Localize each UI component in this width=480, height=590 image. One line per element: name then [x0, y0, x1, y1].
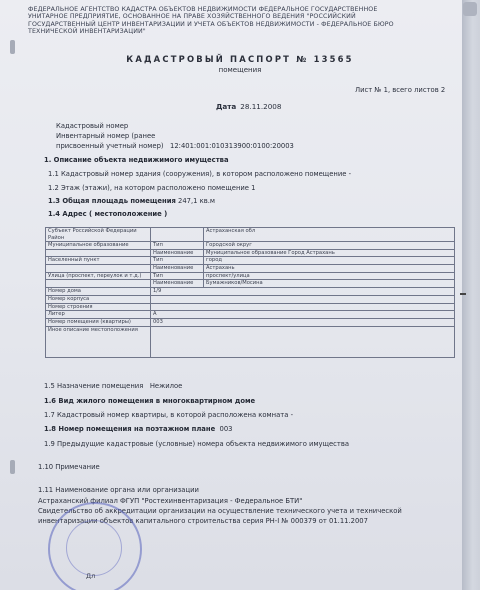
header-line: ТЕХНИЧЕСКОЙ ИНВЕНТАРИЗАЦИИ" [28, 28, 146, 36]
house-label: Номер дома [46, 288, 151, 296]
street-type: проспект/улица [204, 272, 455, 280]
date-value: 28.11.2008 [240, 102, 282, 111]
item-1-9: 1.9 Предыдущие кадастровые (условные) номера объекта недвижимого имущества [44, 440, 350, 448]
table-row [46, 228, 455, 242]
inventory-value: 12:401:001:010313900:0100:20003 [170, 142, 294, 150]
name-label: Наименование [151, 265, 204, 273]
table-cell [46, 265, 151, 273]
table-row [46, 242, 455, 250]
municipal-type: Городской округ [204, 242, 455, 250]
table-cell [46, 280, 151, 288]
item-1-7: 1.7 Кадастровый номер квартиры, в которой расположена комната - [44, 411, 294, 419]
address-table [45, 227, 455, 358]
item-1-5-value: Нежилое [149, 382, 183, 390]
sheet-info: Лист № 1, всего листов 2 [355, 86, 446, 94]
document-date [216, 102, 281, 111]
section-1-heading: 1. Описание объекта недвижимого имущества [44, 156, 229, 164]
type-label: Тип [151, 242, 204, 250]
inventory-label: Инвентарный номер (ранее [56, 132, 156, 140]
table-row [46, 318, 455, 326]
table-cell [151, 295, 455, 303]
item-1-5-label: 1.5 Назначение помещения [44, 382, 144, 390]
header-line: УНИТАРНОЕ ПРЕДПРИЯТИЕ, ОСНОВАННОЕ НА ПРАВЕ ХОЗЯЙСТВЕННОГО ВЕДЕНИЯ "РОССИЙСКИЙ [28, 13, 356, 21]
accreditation-line-2: инвентаризации объектов капитального строительства серия РН-I № 000379 от 01.11.2007 [38, 517, 368, 525]
page-corner [463, 2, 477, 16]
document-subtitle: помещения [218, 66, 262, 74]
item-1-8 [44, 425, 233, 433]
accreditation-line-1: Свидетельство об аккредитации организации на осуществление технического учета и технической [38, 507, 402, 515]
item-1-11: 1.11 Наименование органа или организации [38, 486, 199, 494]
item-1-4: 1.4 Адрес ( местоположение ) [48, 210, 168, 218]
header-line: ФЕДЕРАЛЬНОЕ АГЕНТСТВО КАДАСТРА ОБЪЕКТОВ НЕДВИЖИМОСТИ ФЕДЕРАЛЬНОЕ ГОСУДАРСТВЕННОЕ [28, 6, 378, 13]
signature-label: Дл [86, 572, 96, 580]
letter-value: А [151, 311, 455, 319]
document-title: КАДАСТРОВЫЙ ПАСПОРТ № 13565 [126, 54, 354, 64]
item-1-2: 1.2 Этаж (этажи), на котором расположено помещение 1 [48, 184, 256, 192]
adjacent-page-edge [462, 0, 480, 590]
room-value: 003 [151, 318, 455, 326]
table-cell [151, 228, 204, 242]
item-1-3-label: 1.3 Общая площадь помещения [48, 197, 176, 205]
settlement-name: Астрахань [204, 265, 455, 273]
organization-name: Астраханский филиал ФГУП "Ростехинвентаризация - Федеральное БТИ" [38, 497, 303, 505]
table-cell [151, 303, 455, 311]
table-row [46, 257, 455, 265]
document-header [28, 6, 448, 36]
table-cell [151, 326, 455, 357]
street-label: Улица (проспект, переулок и т.д.) [46, 272, 151, 280]
punch-hole [10, 460, 15, 474]
table-row [46, 280, 455, 288]
other-location-label: Иное описание местоположения [46, 326, 151, 357]
settlement-label: Населенный пункт [46, 257, 151, 265]
item-1-10: 1.10 Примечание [38, 463, 100, 471]
table-cell [46, 249, 151, 257]
region-label: Район [48, 234, 65, 241]
house-value: 1/9 [151, 288, 455, 296]
table-cell [46, 228, 151, 242]
header-line: ГОСУДАРСТВЕННЫЙ ЦЕНТР ИНВЕНТАРИЗАЦИИ И УЧЕТА ОБЪЕКТОВ НЕДВИЖИМОСТИ - ФЕДЕРАЛЬНОЕ БЮРО [28, 20, 394, 28]
building-label: Номер строения [46, 303, 151, 311]
table-row [46, 288, 455, 296]
table-row [46, 272, 455, 280]
date-label: Дата [216, 102, 237, 111]
name-label: Наименование [151, 249, 204, 257]
corpus-label: Номер корпуса [46, 295, 151, 303]
cadastral-number-label: Кадастровый номер [56, 122, 129, 130]
name-label: Наименование [151, 280, 204, 288]
table-row [46, 303, 455, 311]
item-1-3 [48, 197, 215, 205]
table-row [46, 311, 455, 319]
letter-label: Литер [46, 311, 151, 319]
item-1-1: 1.1 Кадастровый номер здания (сооружения), в котором расположено помещение - [48, 170, 352, 178]
table-row [46, 265, 455, 273]
inventory-label-2: присвоенный учетный номер) [56, 142, 164, 150]
item-1-8-value: 003 [219, 425, 233, 433]
item-1-6: 1.6 Вид жилого помещения в многоквартирном доме [44, 397, 256, 405]
table-row [46, 249, 455, 257]
subject-value: Астраханская обл [204, 228, 455, 242]
street-name: Бумажников/Мосина [204, 280, 455, 288]
official-stamp-inner-ring [66, 520, 122, 576]
item-1-5 [44, 382, 182, 390]
municipal-name: Муниципальное образование Город Астрахань [204, 249, 455, 257]
item-1-3-value: 247,1 кв.м [178, 197, 216, 205]
type-label: Тип [151, 257, 204, 265]
type-label: Тип [151, 272, 204, 280]
punch-hole [10, 40, 15, 54]
subject-label: Субъект Российской Федерации [48, 228, 137, 234]
table-row [46, 326, 455, 357]
table-row [46, 295, 455, 303]
item-1-8-label: 1.8 Номер помещения на поэтажном плане [44, 425, 216, 433]
settlement-type: город [204, 257, 455, 265]
room-label: Номер помещения (квартиры) [46, 318, 151, 326]
margin-dash [460, 293, 466, 295]
municipal-label: Муниципальное образование [46, 242, 151, 250]
